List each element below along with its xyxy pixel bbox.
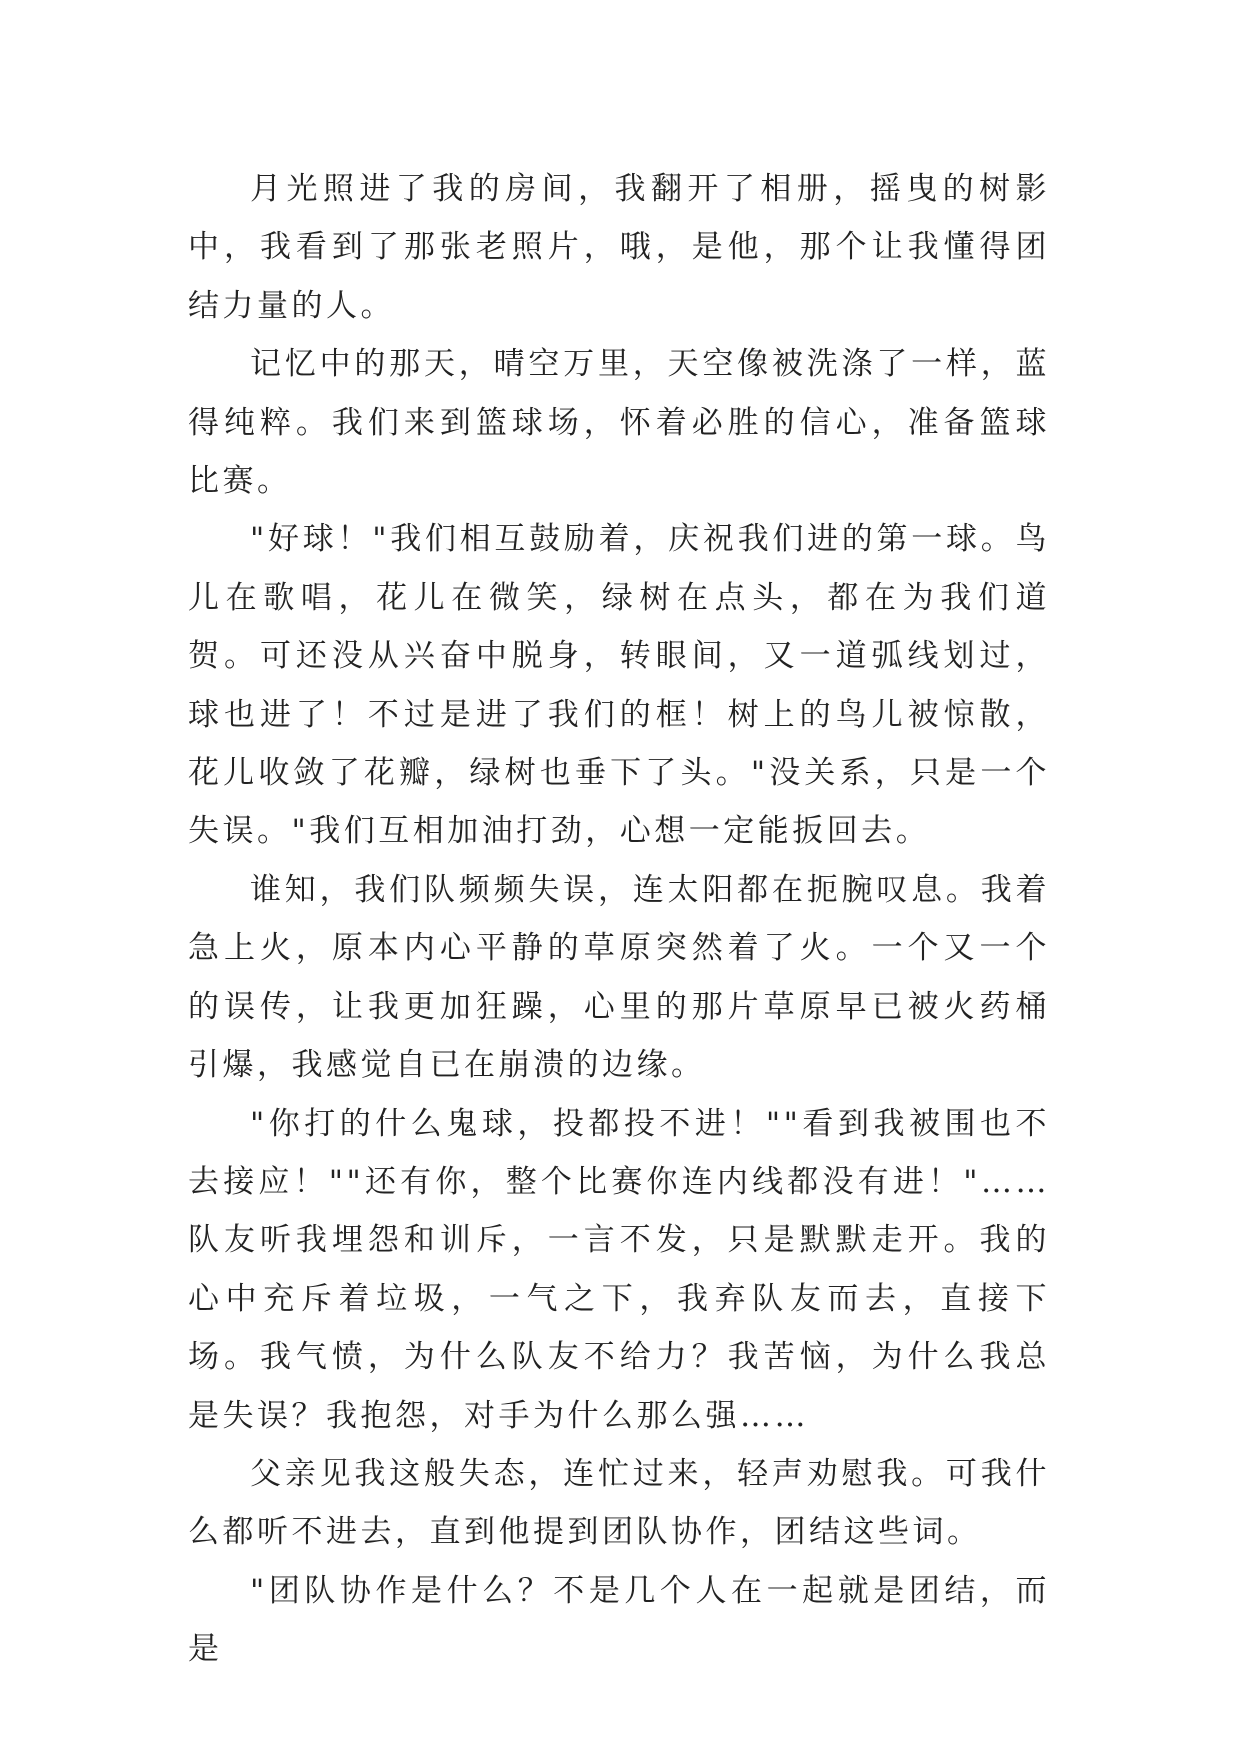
paragraph-2: 记忆中的那天，晴空万里，天空像被洗涤了一样，蓝得纯粹。我们来到篮球场，怀着必胜的信心，准备篮球比赛。	[188, 346, 1050, 500]
paragraph-7: "团队协作是什么？不是几个人在一起就是团结，而是	[188, 1572, 1050, 1668]
paragraph-3: "好球！"我们相互鼓励着，庆祝我们进的第一球。鸟儿在歌唱，花儿在微笑，绿树在点头，都在为我们道贺。可还没从兴奋中脱身，转眼间，又一道弧线划过，球也进了！不过是进了我们的框！树上的鸟儿被惊散，花儿收敛了花瓣，绿树也垂下了头。"没关系，只是一个失误。"我们互相加油打劲，心想一定能扳回去。	[188, 521, 1050, 850]
paragraph-4: 谁知，我们队频频失误，连太阳都在扼腕叹息。我着急上火，原本内心平静的草原突然着了火。一个又一个的误传，让我更加狂躁，心里的那片草原早已被火药桶引爆，我感觉自已在崩溃的边缘。	[188, 871, 1050, 1084]
paragraph-1: 月光照进了我的房间，我翻开了相册，摇曳的树影中，我看到了那张老照片，哦，是他，那个让我懂得团结力量的人。	[188, 171, 1050, 324]
essay-body	[188, 160, 1050, 1679]
paragraph-6: 父亲见我这般失态，连忙过来，轻声劝慰我。可我什么都听不进去，直到他提到团队协作，团结这些词。	[188, 1455, 1050, 1551]
paragraph-5: "你打的什么鬼球，投都投不进！""看到我被围也不去接应！""还有你，整个比赛你连内线都没有进！"……队友听我埋怨和训斥，一言不发，只是默默走开。我的心中充斥着垃圾，一气之下，我弃队友而去，直接下场。我气愤，为什么队友不给力？我苦恼，为什么我总是失误？我抱怨，对手为什么那么强……	[188, 1105, 1050, 1434]
